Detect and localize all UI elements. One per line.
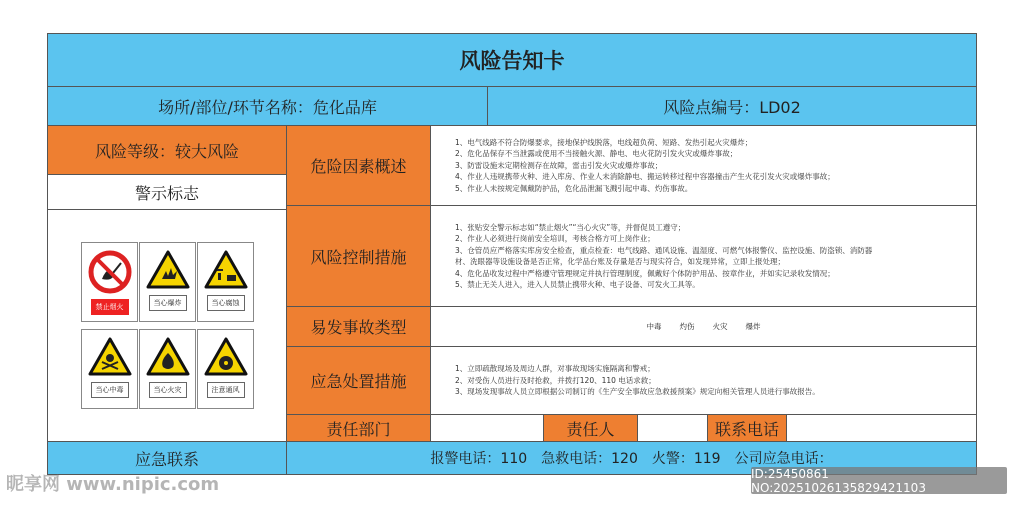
card-title: [47, 33, 977, 87]
control-item: 材、洗眼器等设施设备是否正常，化学品台账及存量是否与现实符合，如发现异常，立即上报处理；: [455, 257, 785, 266]
contact-phone-text: 联系电话: [714, 419, 779, 439]
sign-label: 当心中毒: [91, 382, 129, 398]
emergency-label-text: 应急处置措施: [310, 372, 407, 391]
accident-types-content: [430, 306, 977, 347]
emergency-contact-text: 应急联系: [134, 449, 199, 469]
sign-no-fire: [81, 242, 138, 322]
hazard-item: 3、防雷设施未定期检测存在故障，雷击引发火灾或爆炸事故；: [455, 160, 663, 170]
emergency-item: 3、现场发现事故人员立即根据公司制订的《生产安全事故应急救援预案》规定向相关管理人员进行事故报告。: [455, 387, 820, 397]
responsible-dept-label: [286, 414, 431, 442]
control-item: 1、张贴安全警示标志如“禁止烟火”“当心火灾”等，并督促员工遵守；: [455, 222, 686, 232]
emergency-label: [286, 346, 431, 415]
control-item: 4、危化品收发过程中严格遵守管理规定并执行管理制度，佩戴好个体防护用品、按章作业，并如实记录收发情况；: [455, 268, 835, 278]
controls-content: [430, 205, 977, 307]
responsible-row: [430, 414, 977, 442]
risk-level-text: 风险等级：较大风险: [94, 141, 239, 161]
risk-code-text: 风险点编号：LD02: [663, 97, 801, 117]
sign-label: 当心腐蚀: [207, 295, 245, 311]
watermark-id: ID:25450861 NO:20251026135829421103: [751, 467, 1007, 494]
explosion-warning-icon: [145, 249, 191, 291]
responsible-person-text: 责任人: [566, 419, 615, 439]
hazards-content: [430, 125, 977, 206]
control-item: 3、仓管员应严格落实库房安全检查，重点检查：电气线路、通风设施、温湿度、可燃气体报警仪、监控设施、防盗锁、消防器: [455, 245, 873, 255]
risk-code-cell: [487, 86, 977, 126]
phones-text: 报警电话：110 急救电话：120 火警：119 公司应急电话：: [430, 451, 833, 467]
fire-warning-icon: [145, 336, 191, 378]
emergency-item: 1、立即疏散现场及周边人群，对事故现场实施隔离和警戒；: [455, 364, 655, 374]
accident-type: 爆炸: [745, 322, 761, 331]
controls-label: [286, 205, 431, 307]
location-cell: [47, 86, 488, 126]
sign-label: 当心火灾: [149, 382, 187, 398]
sign-explosion: [139, 242, 196, 322]
corrosion-warning-icon: [203, 249, 249, 291]
responsible-dept-text: 责任部门: [326, 419, 391, 439]
sign-corrosion: [197, 242, 254, 322]
hazard-item: 5、作业人未按规定佩戴防护品，危化品泄漏飞溅引起中毒、灼伤事故。: [455, 183, 693, 193]
sign-fire: [139, 329, 196, 409]
accident-type: 火灾: [712, 322, 728, 331]
ventilation-warning-icon: [203, 336, 249, 378]
sign-label: 禁止烟火: [91, 299, 129, 315]
contact-phone-label: [707, 414, 787, 442]
accident-types-label: [286, 306, 431, 347]
title-text: 风险告知卡: [459, 49, 565, 73]
hazard-item: 4、作业人违规携带火种、进入库房、作业人未消除静电、搬运转移过程中容器撞击产生火花引发火灾或爆炸事故；: [455, 172, 835, 182]
sign-label: 当心爆炸: [149, 295, 187, 311]
location-text: 场所/部位/环节名称：危化品库: [158, 97, 377, 117]
no-fire-icon: [87, 249, 133, 295]
accident-type: 中毒: [646, 322, 662, 331]
warning-signs-title: [47, 174, 287, 210]
warning-signs-title-text: 警示标志: [134, 183, 199, 203]
hazards-label: [286, 125, 431, 206]
control-item: 5、禁止无关人进入，进入人员禁止携带火种、电子设备、可发火工具等。: [455, 280, 700, 289]
controls-label-text: 风险控制措施: [310, 247, 407, 267]
accident-type: 灼伤: [679, 322, 695, 331]
poison-warning-icon: [87, 336, 133, 378]
emergency-item: 2、对受伤人员进行及时抢救，并拨打120、110 电话求救；: [455, 375, 656, 385]
sign-ventilation: [197, 329, 254, 409]
hazard-item: 1、电气线路不符合防爆要求，接地保护线脱落，电线超负荷、短路、发热引起火灾爆炸；: [455, 137, 753, 147]
hazard-item: 2、危化品保存不当泄露或使用不当接触火源、静电、电火花防引发火灾或爆炸事故；: [455, 149, 738, 159]
watermark-logo: 昵享网 www.nipic.com: [6, 474, 220, 495]
responsible-person-label: [543, 414, 638, 442]
control-item: 2、作业人必须进行岗前安全培训，考核合格方可上岗作业；: [455, 234, 655, 243]
emergency-content: [430, 346, 977, 415]
sign-poison: [81, 329, 138, 409]
accident-types-label-text: 易发事故类型: [310, 318, 407, 337]
sign-label: 注意通风: [207, 382, 245, 398]
risk-level-cell: [47, 125, 287, 175]
hazards-label-text: 危险因素概述: [310, 157, 407, 176]
